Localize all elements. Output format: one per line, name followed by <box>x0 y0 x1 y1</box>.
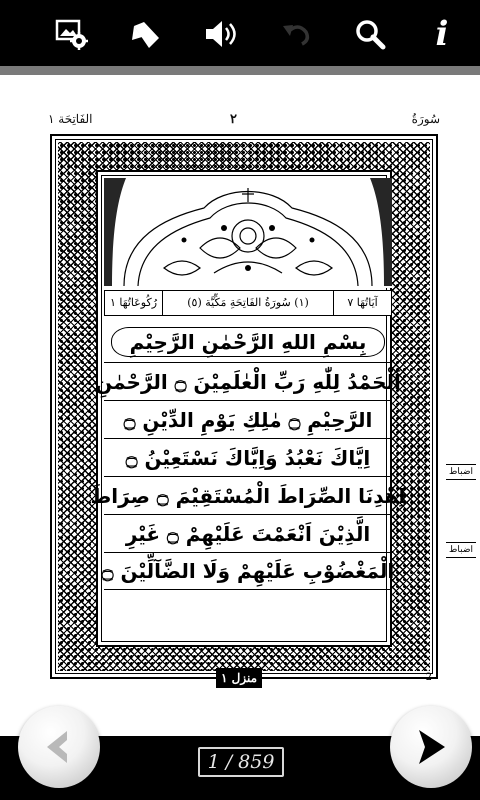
page-number-header: ٢ <box>230 112 237 127</box>
image-settings-button[interactable] <box>50 12 94 56</box>
verse-line: اِهْدِنَا الصِّرَاطَ الْمُسْتَقِيْمَ ۝ صِرَاطَ <box>104 476 392 514</box>
toolbar-divider <box>0 66 480 75</box>
bismillah <box>104 322 392 362</box>
mushaf-page <box>44 112 473 692</box>
manzil-marker: منزل ١ <box>216 668 262 688</box>
verses-block <box>90 322 406 590</box>
page-counter[interactable]: 1 / 859 <box>198 747 284 777</box>
info-button[interactable] <box>420 12 464 56</box>
surah-title: (١) سُورَةُ الفَاتِحَةِ مَكِّيَّة (٥) <box>187 296 309 309</box>
surah-title-band <box>104 290 392 316</box>
dome-ornament-icon <box>104 178 392 288</box>
verse-line: اَلْحَمْدُ لِلّٰهِ رَبِّ الْعٰلَمِيْنَ ۝ الرَّحْمٰنِ <box>104 362 392 400</box>
search-icon <box>352 16 388 52</box>
ruku-count: رُكُوعَاتُهَا ١ <box>105 291 163 315</box>
ornamental-frame <box>50 134 438 679</box>
verse-line: الرَّحِيْمِ ۝ مٰلِكِ يَوْمِ الدِّيْنِ ۝ <box>104 400 392 438</box>
page-number-footer: 2 <box>425 672 432 683</box>
search-button[interactable] <box>348 12 392 56</box>
surah-label: سُورَةُ <box>411 112 440 126</box>
verse-line: اِيَّاكَ نَعْبُدُ وَاِيَّاكَ نَسْتَعِيْنُ ۝ <box>104 438 392 476</box>
surah-name-header: الفَاتِحَة ١ <box>48 112 93 126</box>
previous-page-button[interactable] <box>18 706 100 788</box>
verse-line: الَّذِيْنَ اَنْعَمْتَ عَلَيْهِمْ ۝ غَيْرِ <box>104 514 392 552</box>
top-toolbar <box>0 0 480 66</box>
image-settings-icon <box>52 16 92 52</box>
speaker-icon <box>201 16 239 52</box>
info-icon: i <box>435 14 449 54</box>
bookmark-icon <box>127 16 163 52</box>
margin-note: اضباط <box>446 540 476 560</box>
chevron-left-icon <box>39 727 79 767</box>
ayat-count: آيَاتُهَا ٧ <box>333 291 391 315</box>
audio-button[interactable] <box>198 12 242 56</box>
undo-icon <box>278 16 314 52</box>
margin-note: اضباط <box>446 462 476 482</box>
bookmark-button[interactable] <box>123 12 167 56</box>
verse-line: الْمَغْضُوْبِ عَلَيْهِمْ وَلَا الضَّآلِّيْنَ ۝ <box>104 552 392 590</box>
bismillah-text: بِسْمِ اللهِ الرَّحْمٰنِ الرَّحِيْمِ <box>111 327 386 357</box>
text-panel <box>90 170 406 647</box>
chevron-right-icon <box>411 727 451 767</box>
undo-button[interactable] <box>274 12 318 56</box>
next-page-button[interactable] <box>390 706 472 788</box>
